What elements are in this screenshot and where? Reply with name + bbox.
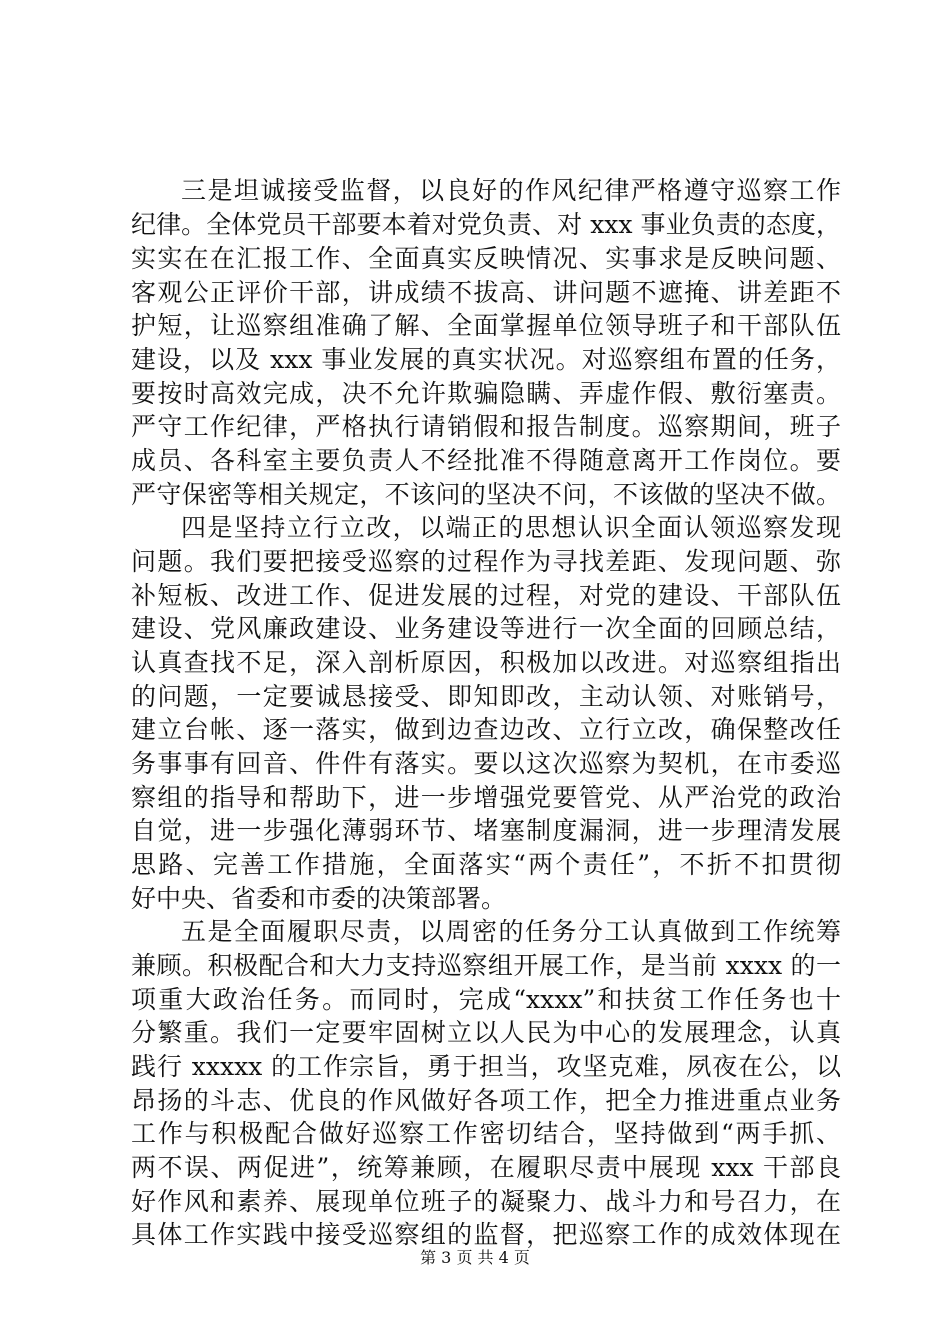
paragraph-1-line: 成员、各科室主要负责人不经批准不得随意离开工作岗位。要 [131, 446, 841, 475]
paragraph-1-line: 严守工作纪律，严格执行请销假和报告制度。巡察期间，班子 [131, 412, 841, 441]
paragraph-2-line: 认真查找不足，深入剖析原因，积极加以改进。对巡察组指出 [131, 648, 841, 677]
paragraph-2-line: 建立台帐、逐一落实，做到边查边改、立行立改，确保整改任 [131, 715, 841, 744]
paragraph-1-line: 客观公正评价干部，讲成绩不拔高、讲问题不遮掩、讲差距不 [131, 278, 841, 307]
paragraph-3-line: 五是全面履职尽责，以周密的任务分工认真做到工作统筹 [181, 917, 841, 946]
paragraph-2-line: 自觉，进一步强化薄弱环节、堵塞制度漏洞，进一步理清发展 [131, 816, 841, 845]
paragraph-1-line: 实实在在汇报工作、全面真实反映情况、实事求是反映问题、 [131, 244, 841, 273]
paragraph-3-line: 项重大政治任务。而同时，完成“xxxx”和扶贫工作任务也十 [131, 985, 841, 1014]
paragraph-1-line: 要按时高效完成，决不允许欺骗隐瞒、弄虚作假、敷衍塞责。 [131, 379, 841, 408]
paragraph-2-line: 补短板、改进工作、促进发展的过程，对党的建设、干部队伍 [131, 581, 841, 610]
paragraph-2-line: 建设、党风廉政建设、业务建设等进行一次全面的回顾总结， [131, 614, 841, 643]
paragraph-2-line: 的问题，一定要诚恳接受、即知即改，主动认领、对账销号， [131, 682, 841, 711]
paragraph-3-line: 分繁重。我们一定要牢固树立以人民为中心的发展理念，认真 [131, 1018, 841, 1047]
paragraph-3-line: 工作与积极配合做好巡察工作密切结合，坚持做到“两手抓、 [131, 1119, 841, 1148]
paragraph-1-line: 三是坦诚接受监督，以良好的作风纪律严格遵守巡察工作 [181, 176, 841, 205]
paragraph-3-line: 昂扬的斗志、优良的作风做好各项工作，把全力推进重点业务 [131, 1086, 841, 1115]
paragraph-1-line: 纪律。全体党员干部要本着对党负责、对 xxx 事业负责的态度， [131, 210, 841, 239]
paragraph-3-line: 两不误、两促进”，统筹兼顾，在履职尽责中展现 xxx 干部良 [131, 1153, 841, 1182]
paragraph-1-line: 护短，让巡察组准确了解、全面掌握单位领导班子和干部队伍 [131, 311, 841, 340]
paragraph-2-line: 思路、完善工作措施，全面落实“两个责任”，不折不扣贯彻 [131, 850, 841, 879]
paragraph-2-line: 问题。我们要把接受巡察的过程作为寻找差距、发现问题、弥 [131, 547, 841, 576]
paragraph-1-line: 严守保密等相关规定，不该问的坚决不问，不该做的坚决不做。 [131, 480, 841, 509]
paragraph-1-line: 建设，以及 xxx 事业发展的真实状况。对巡察组布置的任务， [131, 345, 841, 374]
paragraph-3-line: 好作风和素养、展现单位班子的凝聚力、战斗力和号召力，在 [131, 1187, 841, 1216]
paragraph-2-line: 察组的指导和帮助下，进一步增强党要管党、从严治党的政治 [131, 783, 841, 812]
paragraph-3-line: 具体工作实践中接受巡察组的监督，把巡察工作的成效体现在 [131, 1220, 841, 1249]
paragraph-2-line: 四是坚持立行立改，以端正的思想认识全面认领巡察发现 [181, 513, 841, 542]
paragraph-2-line: 务事事有回音、件件有落实。要以这次巡察为契机，在市委巡 [131, 749, 841, 778]
page-number-footer: 第 3 页 共 4 页 [420, 1248, 530, 1267]
paragraph-3-line: 兼顾。积极配合和大力支持巡察组开展工作，是当前 xxxx 的一 [131, 951, 841, 980]
paragraph-3-line: 践行 xxxxx 的工作宗旨，勇于担当，攻坚克难，夙夜在公，以 [131, 1052, 841, 1081]
paragraph-2-line: 好中央、省委和市委的决策部署。 [131, 884, 507, 913]
